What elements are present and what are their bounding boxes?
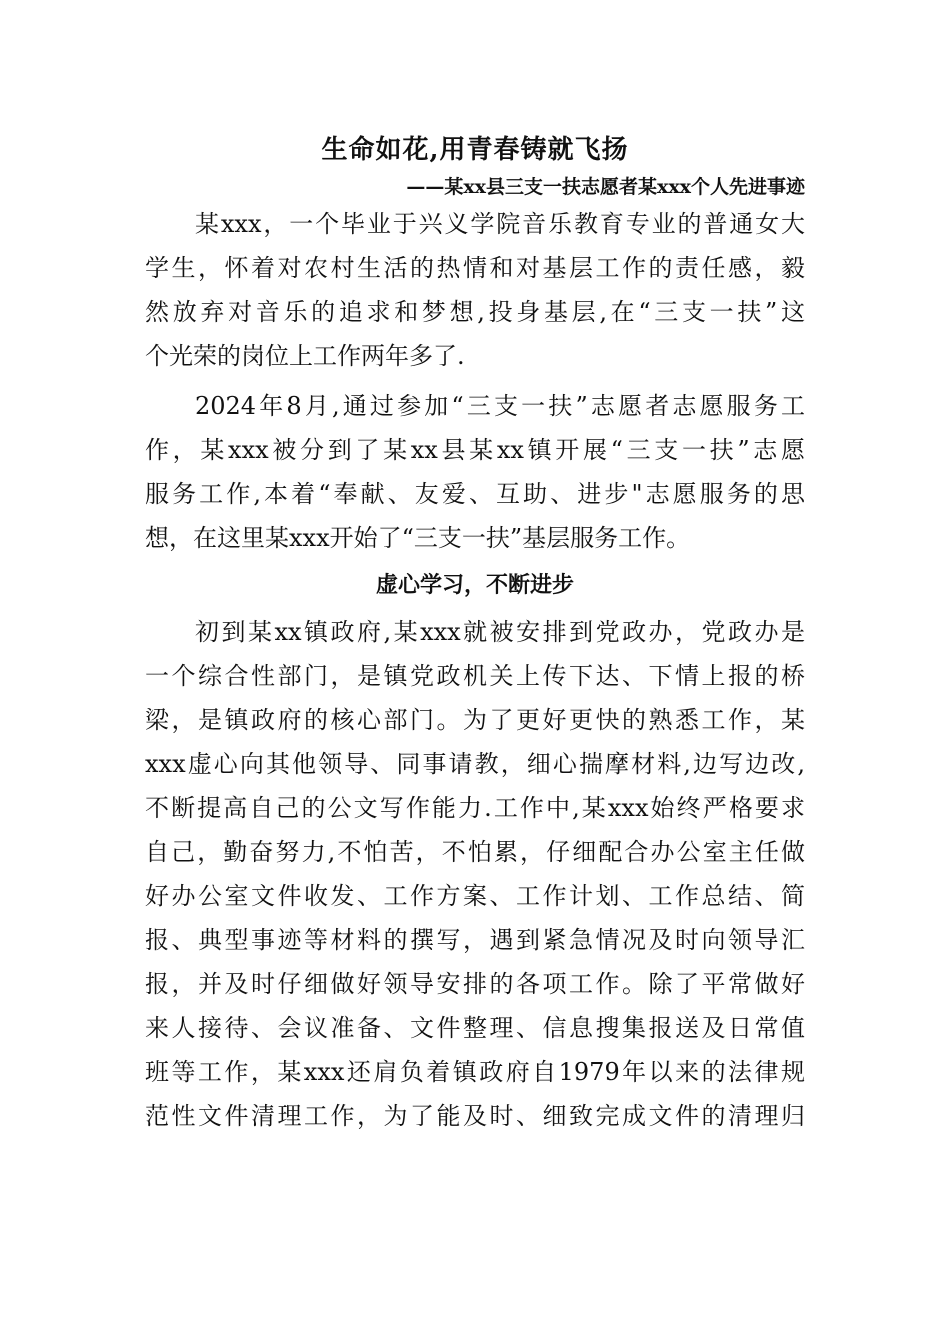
text-line: 作，某xxx被分到了某xx县某xx镇开展“三支一扶”志愿	[145, 436, 805, 464]
text-line: 报、典型事迹等材料的撰写，遇到紧急情况及时向领导汇	[145, 926, 805, 954]
text-line: 梁，是镇政府的核心部门。为了更好更快的熟悉工作，某	[145, 706, 805, 734]
text-line: 报，并及时仔细做好领导安排的各项工作。除了平常做好	[145, 970, 805, 998]
text-line: 某xxx，一个毕业于兴义学院音乐教育专业的普通女大	[195, 210, 805, 238]
document-subtitle: ——某xx县三支一扶志愿者某xxx个人先进事迹	[406, 176, 805, 198]
paragraph-assignment	[145, 384, 805, 560]
text-line: 服务工作,本着“奉献、友爱、互助、进步"志愿服务的思	[145, 480, 805, 508]
text-line: 不断提高自己的公文写作能力.工作中,某xxx始终严格要求	[145, 794, 805, 822]
text-line: 班等工作，某xxx还肩负着镇政府自1979年以来的法律规	[145, 1058, 805, 1086]
text-line: 自己，勤奋努力,不怕苦，不怕累，仔细配合办公室主任做	[145, 838, 805, 866]
text-line: 2024年8月,通过参加“三支一扶”志愿者志愿服务工	[195, 392, 805, 420]
text-line: 然放弃对音乐的追求和梦想,投身基层,在“三支一扶”这	[145, 298, 805, 326]
text-line: 个光荣的岗位上工作两年多了.	[145, 342, 465, 370]
text-line: 初到某xx镇政府,某xxx就被安排到党政办，党政办是	[195, 618, 805, 646]
text-line: 一个综合性部门，是镇党政机关上传下达、下情上报的桥	[145, 662, 805, 690]
section-heading: 虚心学习，不断进步	[375, 572, 574, 598]
text-line: 学生，怀着对农村生活的热情和对基层工作的责任感，毅	[145, 254, 805, 282]
text-line: 来人接待、会议准备、文件整理、信息搜集报送及日常值	[145, 1014, 805, 1042]
paragraph-section-body	[145, 610, 805, 1138]
text-line: xxx虚心向其他领导、同事请教，细心揣摩材料,边写边改,	[145, 750, 805, 778]
text-line: 想，在这里某xxx开始了“三支一扶”基层服务工作。	[145, 524, 691, 552]
document-page	[145, 128, 805, 1138]
paragraph-intro	[145, 202, 805, 378]
document-title: 生命如花,用青春铸就飞扬	[321, 135, 629, 165]
text-line: 范性文件清理工作，为了能及时、细致完成文件的清理归	[145, 1102, 805, 1130]
text-line: 好办公室文件收发、工作方案、工作计划、工作总结、简	[145, 882, 805, 910]
